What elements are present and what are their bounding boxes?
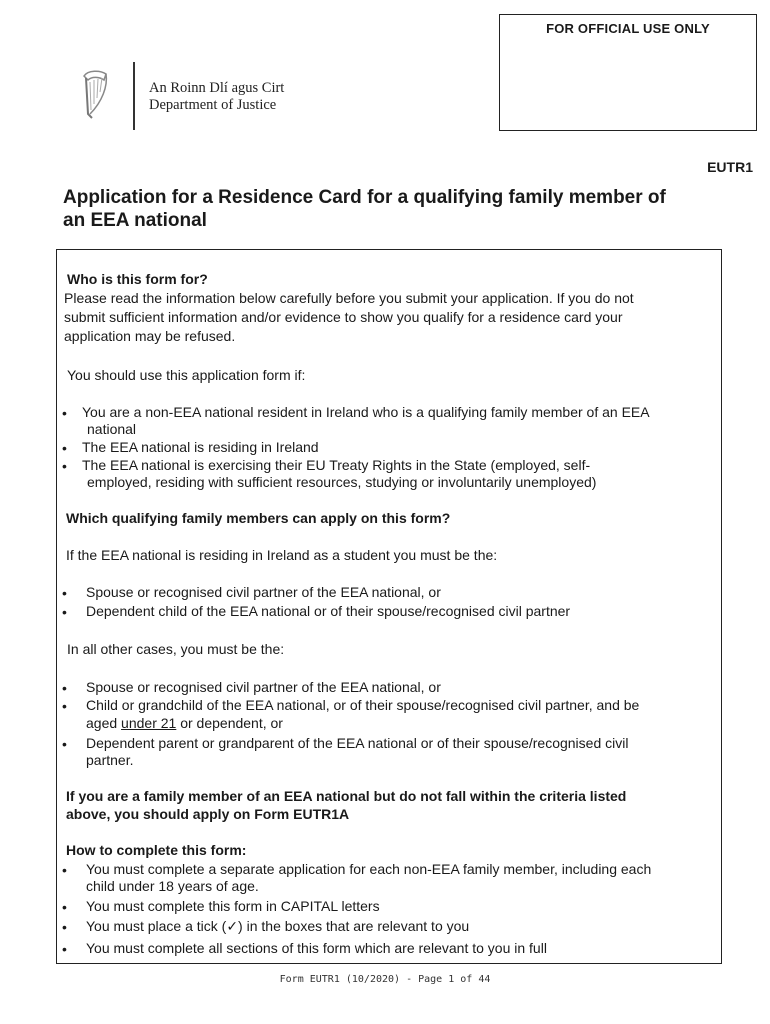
list-item: You must complete all sections of this form which are relevant to you in full (86, 940, 547, 956)
list-item: Spouse or recognised civil partner of the EEA national, or (86, 679, 441, 695)
list-item: employed, residing with sufficient resources, studying or involuntarily unemployed) (87, 474, 597, 490)
list-item: You must complete a separate application for each non-EEA family member, including each (86, 861, 652, 877)
list-item: Child or grandchild of the EEA national, or of their spouse/recognised civil partner, and be (86, 697, 640, 713)
list-item: The EEA national is residing in Ireland (82, 439, 319, 455)
bullet-icon: • (62, 899, 67, 915)
intro-line: application may be refused. (64, 328, 236, 344)
list-item: The EEA national is exercising their EU Treaty Rights in the State (employed, self- (82, 457, 591, 473)
bullet-icon: • (62, 941, 67, 957)
other-intro: In all other cases, you must be the: (67, 641, 285, 657)
list-item: aged under 21 or dependent, or (86, 715, 283, 731)
bullet-icon: • (62, 736, 67, 752)
list-item: You must place a tick (✓) in the boxes that are relevant to you (86, 918, 470, 934)
section-heading-which: Which qualifying family members can apply on this form? (66, 510, 451, 526)
department-name-irish: An Roinn Dlí agus Cirt (149, 80, 285, 96)
bullet-icon: • (62, 862, 67, 878)
bullet-icon: • (62, 585, 67, 601)
bullet-icon: • (62, 440, 67, 456)
department-name-english: Department of Justice (149, 97, 277, 113)
bullet-icon: • (62, 458, 67, 474)
list-item: Dependent child of the EEA national or of their spouse/recognised civil partner (86, 603, 571, 619)
harp-logo-icon (78, 68, 112, 120)
logo-divider (133, 62, 135, 130)
list-item: child under 18 years of age. (86, 878, 259, 894)
underlined-age: under 21 (121, 715, 177, 731)
form-code: EUTR1 (707, 159, 753, 175)
list-item: Dependent parent or grandparent of the EEA national or of their spouse/recognised civil (86, 735, 629, 751)
list-item: Spouse or recognised civil partner of the EEA national, or (86, 584, 441, 600)
official-use-label: FOR OFFICIAL USE ONLY (546, 21, 710, 36)
notice-line: above, you should apply on Form EUTR1A (66, 806, 350, 822)
intro-line: Please read the information below carefully before you submit your application. If you do not (64, 290, 634, 306)
bullet-icon: • (62, 680, 67, 696)
section-heading-who: Who is this form for? (67, 271, 208, 287)
intro-line: submit sufficient information and/or evidence to show you qualify for a residence card your (64, 309, 623, 325)
page-title: Application for a Residence Card for a qualifying family member of an EEA national (63, 187, 666, 231)
list-item: You must complete this form in CAPITAL letters (86, 898, 380, 914)
bullet-icon: • (62, 919, 67, 935)
list-item: partner. (86, 752, 134, 768)
notice-line: If you are a family member of an EEA national but do not fall within the criteria listed (66, 788, 627, 804)
use-if-text: You should use this application form if: (67, 367, 306, 383)
list-item: You are a non-EEA national resident in Ireland who is a qualifying family member of an EEA (82, 404, 650, 420)
list-item: national (87, 421, 137, 437)
section-heading-how: How to complete this form: (66, 842, 247, 858)
bullet-icon: • (62, 405, 67, 421)
official-use-box (499, 14, 757, 131)
student-intro: If the EEA national is residing in Ireland as a student you must be the: (66, 547, 498, 563)
bullet-icon: • (62, 698, 67, 714)
bullet-icon: • (62, 604, 67, 620)
page-footer: Form EUTR1 (10/2020) - Page 1 of 44 (279, 974, 491, 985)
